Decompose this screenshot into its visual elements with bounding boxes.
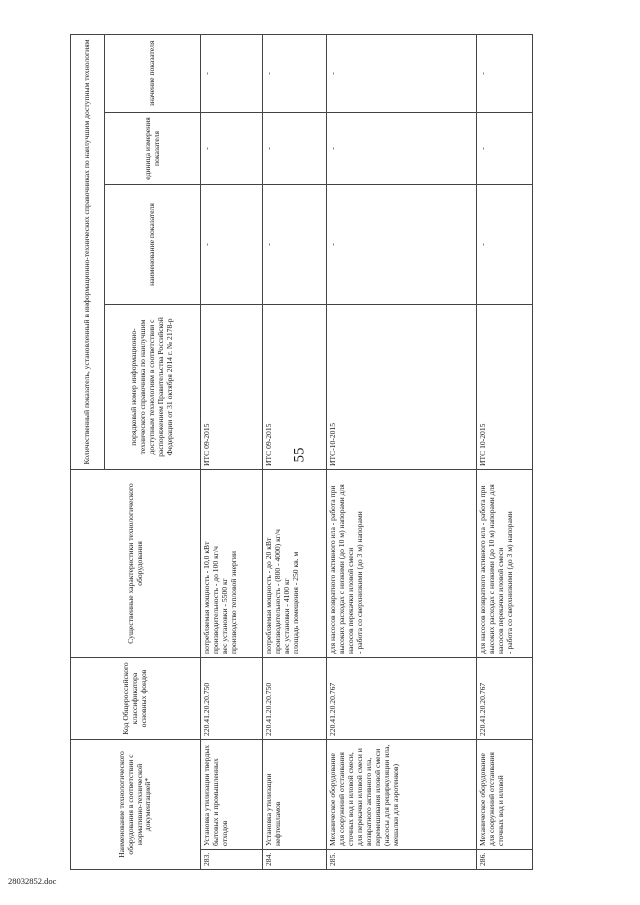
okof-code: 220.41.20.20.767 — [327, 657, 477, 739]
header-value: значение показателя — [105, 34, 201, 112]
spec-line: площадь помещения - 250 кв. м — [290, 551, 300, 654]
spec-line: вес установки - 4100 кг — [281, 578, 291, 654]
okof-code: 220.41.20.20.750 — [201, 657, 263, 739]
okof-code: 220.41.20.20.767 — [477, 657, 533, 739]
equipment-table-sheet — [70, 35, 590, 870]
row-number: 286. — [477, 850, 533, 870]
its-number: ИТС 09-2015 — [201, 304, 263, 469]
indicator-name: - — [327, 184, 477, 304]
spec-line: для насосов возвратного активного ила - работа при высоких расходах с низкими (до 10 м) напорами для насосов перекачки иловой смеси — [328, 484, 355, 654]
table-row — [327, 34, 477, 869]
its-number: ИТС-10-2015 — [327, 304, 477, 469]
okof-code: 220.41.20.20.750 — [263, 657, 327, 739]
indicator-name: - — [477, 184, 533, 304]
unit: - — [477, 112, 533, 184]
header-quantitative-indicator: Количественный показатель, установленный в информационно-технических справочниках по наилучшим доступным технологиям — [71, 34, 105, 469]
spec-line: потребляемая мощность - до 20 кВт — [264, 537, 273, 654]
spec-line: потребляемая мощность - 10,0 кВт — [202, 541, 211, 654]
characteristics — [327, 469, 477, 657]
row-number: 284. — [263, 850, 327, 870]
characteristics — [201, 469, 263, 657]
its-number: ИТС 09-2015 — [263, 304, 327, 469]
header-unit: единица измерения показателя — [105, 112, 201, 184]
table-row — [263, 34, 327, 869]
spec-line: - работа со сверхнизкими (до 3 м) напорами — [504, 511, 514, 654]
equipment-name: Установка утилизации нефтешламов — [263, 739, 327, 849]
value: - — [263, 34, 327, 112]
header-okof-code: Код Общероссийского классификатора основных фондов — [71, 657, 201, 739]
indicator-name: - — [201, 184, 263, 304]
characteristics — [477, 469, 533, 657]
equipment-name: Механическое оборудование для сооружений отстаивания сточных вод и иловой смеси, для перекачки иловой смеси и возвратного активного ила, перемешивания иловой смеси (насосы для рециркуляции ила, мешалки для аэротенков) — [327, 739, 477, 849]
characteristics — [263, 469, 327, 657]
its-number: ИТС 10-2015 — [477, 304, 533, 469]
equipment-name: Механическое оборудование для сооружений отстаивания сточных вод и иловой — [477, 739, 533, 849]
unit: - — [263, 112, 327, 184]
document-id: 28032852.doc — [8, 876, 57, 886]
value: - — [327, 34, 477, 112]
indicator-name: - — [263, 184, 327, 304]
spec-line: производительность - до 100 кг/ч — [210, 546, 220, 654]
header-characteristics: Существенные характеристики технологического оборудования — [71, 469, 201, 657]
table-row — [477, 34, 533, 869]
spec-line: производство тепловой энергии — [228, 551, 238, 654]
header-equipment-name: Наименование технологического оборудования в соответствии с нормативно-технической документацией* — [71, 739, 201, 869]
equipment-table — [70, 34, 533, 870]
page-number: 55 — [291, 447, 308, 463]
spec-line: для насосов возвратного активного ила - работа при высоких расходах с низкими (до 10 м) напорами для насосов перекачки иловой смеси — [478, 484, 505, 654]
row-number: 283. — [201, 850, 263, 870]
row-number: 285. — [327, 850, 477, 870]
spec-line: вес установки - 5500 кг — [219, 578, 229, 654]
header-indicator-name: наименование показателя — [105, 184, 201, 304]
spec-line: производительность - (800 - 4000) кг/ч — [272, 529, 282, 654]
value: - — [477, 34, 533, 112]
header-its-number: порядковый номер информационно-технического справочника по наилучшим доступным технологиям в соответствии с распоряжением Правительства Российской Федерации от 31 октября 2014 г. № 2178-р — [105, 304, 201, 469]
spec-line: - работа со сверхнизкими (до 3 м) напорами — [354, 511, 364, 654]
unit: - — [327, 112, 477, 184]
value: - — [201, 34, 263, 112]
table-row — [201, 34, 263, 869]
unit: - — [201, 112, 263, 184]
equipment-name: Установка утилизации твердых бытовых и промышленных отходов — [201, 739, 263, 849]
